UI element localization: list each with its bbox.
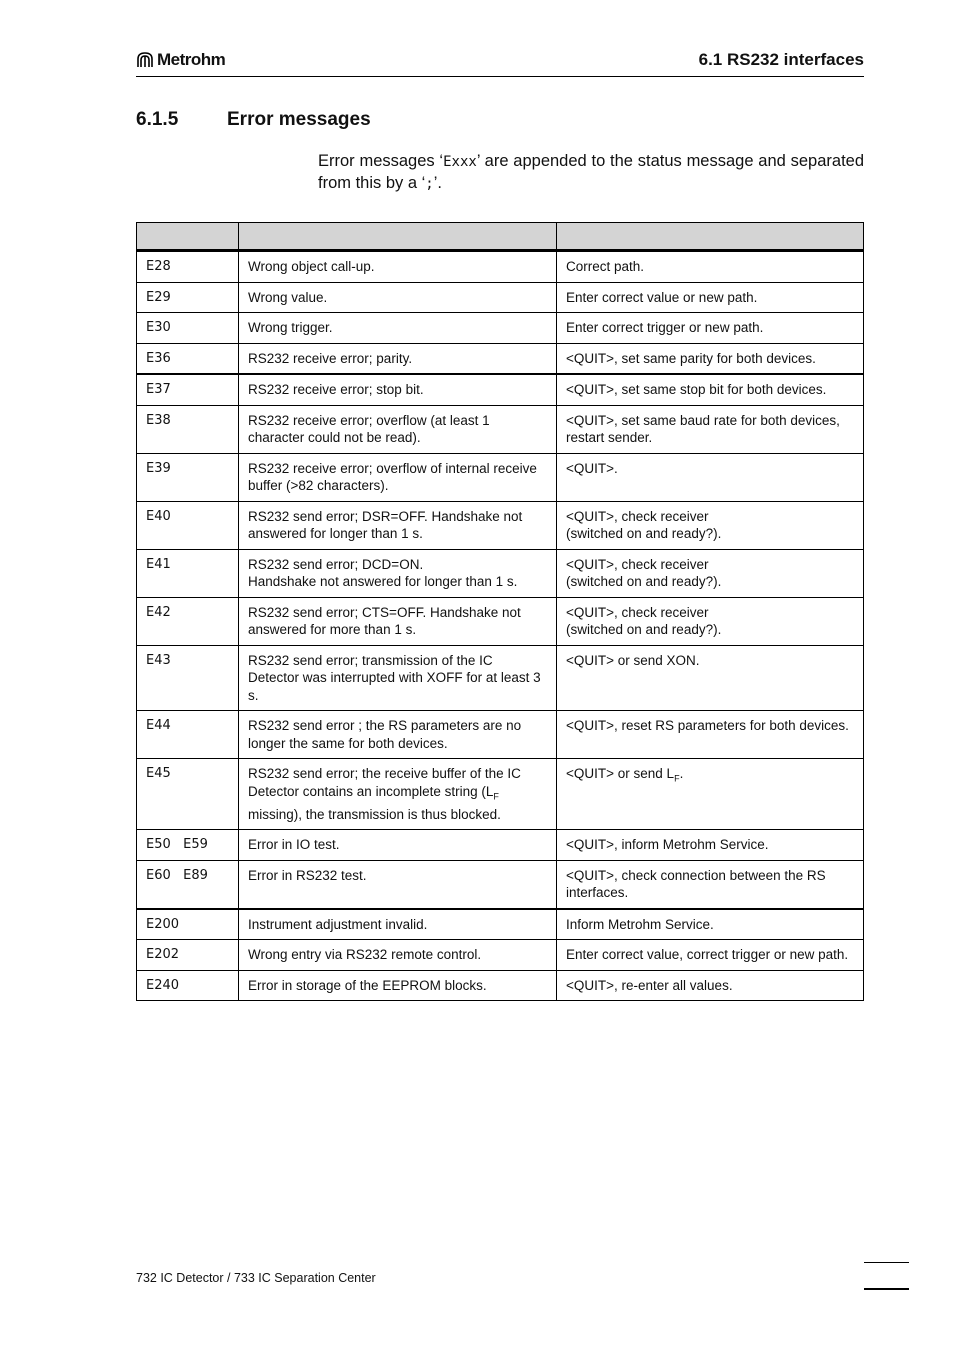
error-code: E50 E59 — [137, 830, 239, 861]
error-message: RS232 send error; DCD=ON. Handshake not answered for longer than 1 s. — [239, 549, 557, 597]
table-row — [137, 501, 864, 549]
error-message: Error in storage of the EEPROM blocks. — [239, 970, 557, 1001]
error-remedy: Inform Metrohm Service. — [557, 909, 864, 940]
table-row — [137, 405, 864, 453]
message-part: missing), the transmission is thus blocked. — [248, 806, 501, 822]
page-footer: 732 IC Detector / 733 IC Separation Center — [136, 1271, 376, 1285]
error-remedy — [557, 759, 864, 830]
error-remedy: Enter correct value or new path. — [557, 282, 864, 313]
page-header — [136, 46, 864, 77]
table-row — [137, 251, 864, 283]
error-code: E200 — [137, 909, 239, 940]
section-heading — [136, 109, 371, 131]
subscript: F — [674, 773, 680, 784]
error-code: E41 — [137, 549, 239, 597]
error-remedy: <QUIT>, set same baud rate for both devices, restart sender. — [557, 405, 864, 453]
error-code: E37 — [137, 374, 239, 405]
table-body — [137, 251, 864, 1001]
header-remedy — [557, 223, 864, 251]
table-row — [137, 940, 864, 971]
error-remedy: <QUIT> or send XON. — [557, 645, 864, 711]
error-code: E44 — [137, 711, 239, 759]
error-message — [239, 759, 557, 830]
error-message: Wrong trigger. — [239, 313, 557, 344]
error-remedy: <QUIT>, reset RS parameters for both devices. — [557, 711, 864, 759]
header-message — [239, 223, 557, 251]
header-code — [137, 223, 239, 251]
intro-paragraph — [318, 151, 864, 195]
intro-code: Exxx — [443, 154, 477, 170]
error-remedy: Enter correct trigger or new path. — [557, 313, 864, 344]
error-messages-table — [136, 222, 864, 1001]
running-title: 6.1 RS232 interfaces — [698, 50, 864, 69]
table-row — [137, 759, 864, 830]
error-code: E60 E89 — [137, 860, 239, 909]
error-remedy: Enter correct value, correct trigger or new path. — [557, 940, 864, 971]
error-code: E202 — [137, 940, 239, 971]
error-message: RS232 receive error; parity. — [239, 343, 557, 374]
error-message: Wrong object call-up. — [239, 251, 557, 283]
remedy-part: . — [679, 766, 684, 781]
error-message: RS232 receive error; stop bit. — [239, 374, 557, 405]
error-code: E240 — [137, 970, 239, 1001]
error-remedy: <QUIT>, set same parity for both devices. — [557, 343, 864, 374]
table-row — [137, 374, 864, 405]
error-message: RS232 send error ; the RS parameters are no longer the same for both devices. — [239, 711, 557, 759]
table-row — [137, 711, 864, 759]
error-message: RS232 send error; transmission of the IC Detector was interrupted with XOFF for at least 3 s. — [239, 645, 557, 711]
error-code: E45 — [137, 759, 239, 830]
error-code: E43 — [137, 645, 239, 711]
error-remedy: Correct path. — [557, 251, 864, 283]
intro-separator: ; — [425, 176, 434, 192]
error-code: E29 — [137, 282, 239, 313]
error-code: E30 — [137, 313, 239, 344]
table-header-row — [137, 223, 864, 251]
page-number-rule-top — [864, 1262, 909, 1263]
table-row — [137, 597, 864, 645]
error-remedy: <QUIT>, check receiver (switched on and ready?). — [557, 597, 864, 645]
metrohm-logo-icon — [136, 51, 154, 69]
error-message: RS232 receive error; overflow of internal receive buffer (>82 characters). — [239, 453, 557, 501]
subscript: F — [493, 791, 499, 802]
table-row — [137, 282, 864, 313]
table-row — [137, 970, 864, 1001]
table-row — [137, 453, 864, 501]
table-row — [137, 343, 864, 374]
error-code: E42 — [137, 597, 239, 645]
metrohm-logo — [136, 50, 225, 70]
table-row — [137, 860, 864, 909]
logo-text: Metrohm — [157, 50, 226, 69]
error-code: E40 — [137, 501, 239, 549]
intro-text-3: ’. — [433, 174, 442, 192]
error-code: E38 — [137, 405, 239, 453]
page-number-rule-bottom — [864, 1288, 909, 1290]
section-title: Error messages — [227, 109, 371, 130]
error-message: RS232 send error; CTS=OFF. Handshake not answered for more than 1 s. — [239, 597, 557, 645]
table-row — [137, 909, 864, 940]
error-remedy: <QUIT>, check connection between the RS interfaces. — [557, 860, 864, 909]
message-part: RS232 send error; the receive buffer of the IC Detector contains an incomplete string (L — [248, 766, 521, 799]
error-remedy: <QUIT>, set same stop bit for both devices. — [557, 374, 864, 405]
error-message: Error in RS232 test. — [239, 860, 557, 909]
error-message: RS232 send error; DSR=OFF. Handshake not answered for longer than 1 s. — [239, 501, 557, 549]
error-remedy: <QUIT>. — [557, 453, 864, 501]
error-message: Error in IO test. — [239, 830, 557, 861]
intro-text-2: ’ are appended to the status message and separated from this by a ‘ — [318, 152, 865, 192]
table-row — [137, 645, 864, 711]
error-remedy: <QUIT>, check receiver (switched on and ready?). — [557, 501, 864, 549]
intro-text-1: Error messages ‘ — [318, 152, 444, 170]
remedy-part: <QUIT> or send L — [566, 766, 675, 781]
error-code: E39 — [137, 453, 239, 501]
section-number: 6.1.5 — [136, 109, 179, 130]
table-row — [137, 313, 864, 344]
error-code: E28 — [137, 251, 239, 283]
error-remedy: <QUIT>, re-enter all values. — [557, 970, 864, 1001]
error-message: Wrong entry via RS232 remote control. — [239, 940, 557, 971]
error-message: Instrument adjustment invalid. — [239, 909, 557, 940]
table-row — [137, 549, 864, 597]
error-remedy: <QUIT>, inform Metrohm Service. — [557, 830, 864, 861]
table-row — [137, 830, 864, 861]
error-code: E36 — [137, 343, 239, 374]
error-message: RS232 receive error; overflow (at least 1 character could not be read). — [239, 405, 557, 453]
error-remedy: <QUIT>, check receiver (switched on and ready?). — [557, 549, 864, 597]
error-message: Wrong value. — [239, 282, 557, 313]
